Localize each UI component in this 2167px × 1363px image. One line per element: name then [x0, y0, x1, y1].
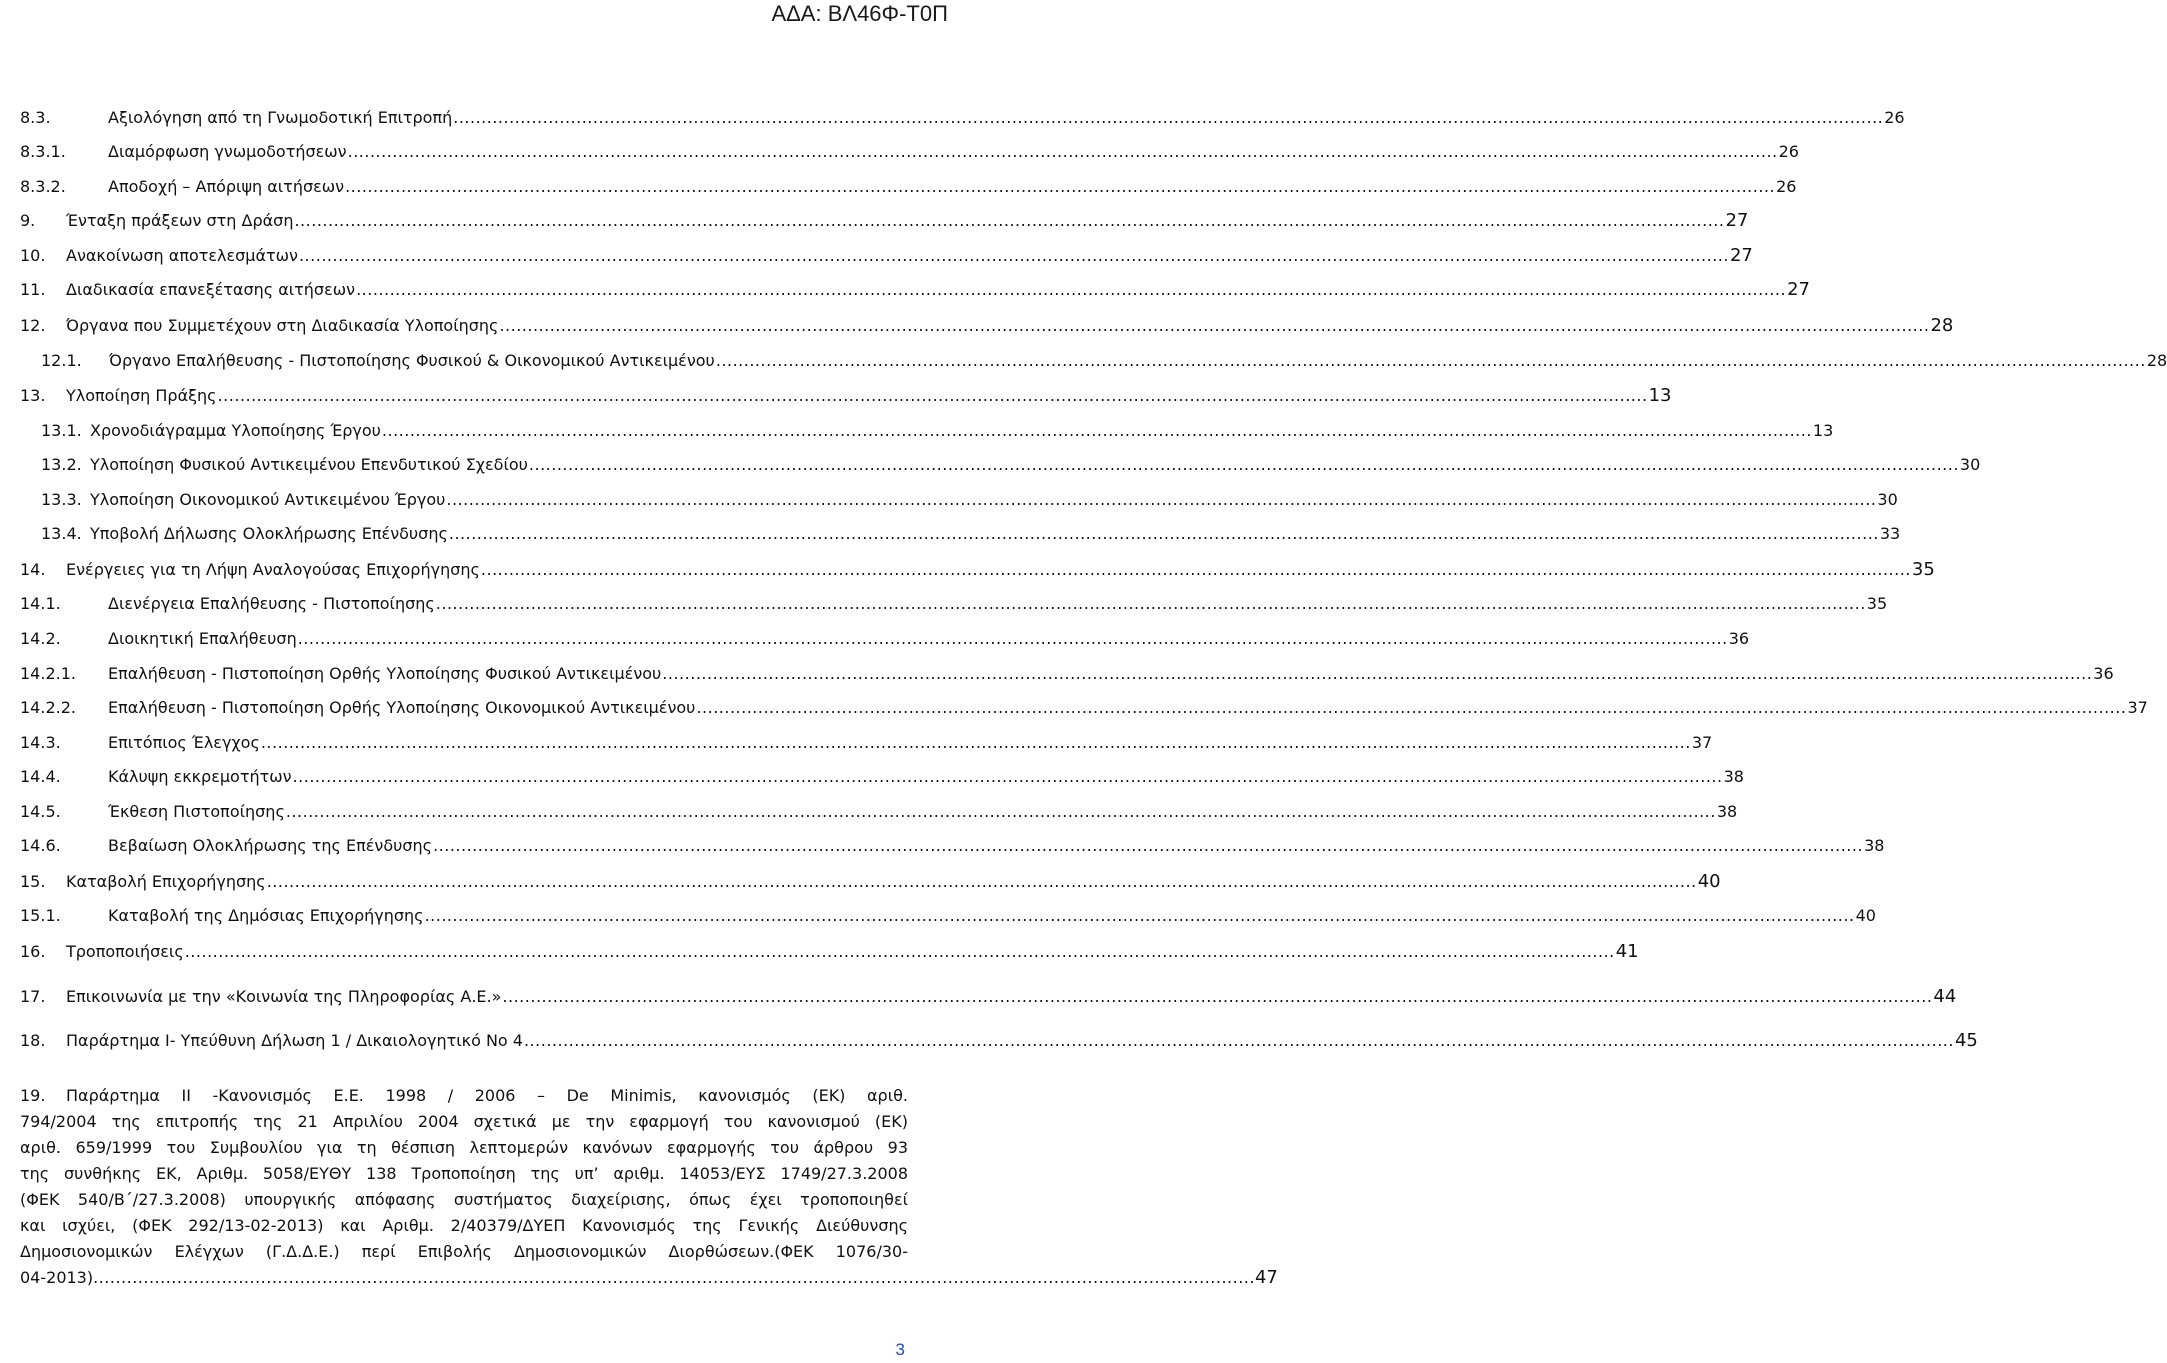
toc-entry-number: 14.2.1. [20, 664, 76, 683]
toc-entry-body [108, 660, 2114, 688]
toc-entry-number: 9. [20, 211, 36, 230]
toc-entry-page: 44 [1933, 986, 1957, 1007]
toc-entry-number: 16. [20, 942, 46, 961]
toc-leader-dots [286, 798, 1716, 826]
toc-entry-body [66, 382, 1672, 410]
toc-entry[interactable] [0, 694, 2148, 722]
toc-entry-title: Υλοποίηση Οικονομικού Αντικειμένου Έργου [90, 490, 446, 509]
toc-entry[interactable] [0, 347, 2167, 375]
toc-leader-dots [499, 312, 1929, 340]
toc-entry-19-line-5: (ΦΕΚ 540/Β΄/27.3.2008) υπουργικής απόφασης συστήματος διαχείρισης, όπως έχει τροποποιηθεί [20, 1190, 908, 1209]
toc-entry-title: Ανακοίνωση αποτελεσμάτων [66, 246, 298, 265]
toc-entry-body [66, 868, 1721, 896]
toc-leader-dots [218, 382, 1648, 410]
toc-entry-body [108, 798, 1738, 826]
toc-entry-page: 30 [1959, 455, 1981, 474]
toc-entry-19-line-4: της συνθήκης ΕΚ, Αριθμ. 5058/ΕΥΘΥ 138 Τροποποίηση της υπ’ αριθμ. 14053/ΕΥΣ 1749/27.3.2008 [20, 1164, 908, 1183]
toc-leader-dots [446, 486, 1876, 514]
toc-entry[interactable] [0, 763, 1744, 791]
toc-entry-19-line-1: 19. Παράρτημα ΙΙ -Κανονισμός Ε.Ε. 1998 / 2006 – De Minimis, κανονισμός (ΕΚ) αριθ. [20, 1083, 908, 1109]
toc-entry-title: Επαλήθευση - Πιστοποίηση Ορθής Υλοποίησης Φυσικού Αντικειμένου [108, 664, 662, 683]
toc-leader-dots [696, 694, 2126, 722]
page-number: 3 [895, 1340, 905, 1359]
toc-entry-number: 15.1. [20, 906, 61, 925]
toc-leader-dots [348, 138, 1778, 166]
toc-entry-page: 37 [2127, 698, 2148, 717]
toc-entry-body [90, 451, 1981, 479]
toc-entry-title: Παράρτημα Ι- Υπεύθυνη Δήλωση 1 / Δικαιολογητικό Νο 4 [66, 1031, 523, 1050]
toc-entry-body [109, 347, 2167, 375]
toc-entry-page: 28 [1930, 315, 1954, 336]
toc-leader-dots [481, 556, 1911, 584]
toc-entry-19-line-6: και ισχύει, (ΦΕΚ 292/13-02-2013) και Αριθμ. 2/40379/ΔΥΕΠ Κανονισμός της Γενικής Διεύθυνσης [20, 1216, 908, 1235]
toc-entry-page: 37 [1691, 733, 1713, 752]
toc-leader-dots [502, 983, 1932, 1011]
toc-entry[interactable] [0, 138, 1799, 166]
toc-entry-title: Αξιολόγηση από τη Γνωμοδοτική Επιτροπή [108, 108, 453, 127]
toc-entry-title: Χρονοδιάγραμμα Υλοποίησης Έργου [90, 421, 381, 440]
toc-leader-dots [345, 173, 1775, 201]
toc-leader-dots [294, 207, 1724, 235]
toc-entry-number: 13.3. [41, 490, 82, 509]
toc-entry-title: Επαλήθευση - Πιστοποίηση Ορθής Υλοποίησης Οικονομικού Αντικειμένου [108, 698, 696, 717]
toc-entry-body [108, 625, 1750, 653]
toc-entry-page: 38 [1723, 767, 1744, 786]
toc-entry-body [66, 312, 1954, 340]
toc-leader-dots [436, 590, 1866, 618]
toc-entry-page: 30 [1877, 490, 1898, 509]
toc-entry-body [90, 486, 1898, 514]
toc-entry-page: 45 [1954, 1030, 1978, 1051]
toc-entry[interactable] [0, 729, 1713, 757]
toc-entry-number: 14.2.2. [20, 698, 76, 717]
toc-entry-page: 38 [1716, 802, 1738, 821]
toc-entry-title: Υποβολή Δήλωσης Ολοκλήρωσης Επένδυσης [90, 524, 448, 543]
toc-entry-page: 41 [1615, 941, 1639, 962]
toc-entry-number: 8.3. [20, 108, 51, 127]
toc-leader-dots [716, 347, 2146, 375]
toc-entry-body [90, 417, 1834, 445]
toc-entry-number: 14.1. [20, 594, 61, 613]
toc-entry[interactable] [0, 938, 1639, 966]
toc-entry-body [66, 556, 1935, 584]
toc-entry-title-end: 04-2013) [20, 1268, 94, 1287]
toc-entry-title: Επικοινωνία με την «Κοινωνία της Πληροφορίας Α.Ε.» [66, 987, 502, 1006]
toc-entry-number: 15. [20, 872, 46, 891]
toc-entry-number: 13.4. [41, 524, 82, 543]
toc-entry[interactable] [0, 173, 1797, 201]
toc-entry-number: 11. [20, 280, 46, 299]
toc-entry-page: 38 [1864, 836, 1885, 855]
toc-entry-page: 26 [1778, 142, 1799, 161]
toc-entry-page: 40 [1855, 906, 1876, 925]
toc-entry[interactable] [0, 902, 1876, 930]
toc-entry[interactable] [0, 660, 2114, 688]
toc-leader-dots [662, 660, 2092, 688]
toc-entry-title: Αποδοχή – Απόριψη αιτήσεων [108, 177, 345, 196]
toc-leader-dots [425, 902, 1855, 930]
toc-entry-number: 14.3. [20, 733, 61, 752]
toc-entry-number: 12.1. [41, 351, 82, 370]
toc-entry-page: 35 [1911, 559, 1935, 580]
toc-entry-body [108, 694, 2148, 722]
toc-entry-number: 18. [20, 1031, 46, 1050]
toc-entry-number: 14.6. [20, 836, 61, 855]
toc-entry-body [108, 832, 1885, 860]
toc-entry-body [66, 276, 1810, 304]
toc-entry-number: 14. [20, 560, 46, 579]
toc-entry-title: Έκθεση Πιστοποίησης [108, 802, 285, 821]
toc-entry-body [66, 242, 1753, 270]
toc-entry-title: Υλοποίηση Φυσικού Αντικειμένου Επενδυτικού Σχεδίου [90, 455, 528, 474]
toc-entry-title: Καταβολή της Δημόσιας Επιχορήγησης [108, 906, 424, 925]
toc-entry-title: Ένταξη πράξεων στη Δράση [66, 211, 294, 230]
toc-entry-page: 40 [1697, 871, 1721, 892]
toc-entry-body [108, 902, 1876, 930]
toc-entry-body [108, 104, 1905, 132]
toc-entry-19-line-2: 794/2004 της επιτροπής της 21 Απριλίου 2004 σχετικά με την εφαρμογή του κανονισμού (ΕΚ) [20, 1112, 908, 1131]
toc-entry-body [66, 207, 1749, 235]
toc-entry[interactable] [0, 556, 1935, 584]
toc-entry-page: 35 [1866, 594, 1888, 613]
toc-entry-body [108, 138, 1799, 166]
toc-leader-dots [185, 938, 1615, 966]
toc-entry-page: 28 [2146, 351, 2167, 370]
toc-leader-dots [293, 763, 1723, 791]
toc-entry-number: 8.3.1. [20, 142, 66, 161]
toc-entry[interactable] [0, 625, 1750, 653]
toc-entry[interactable] [0, 520, 1901, 548]
toc-leader-dots [261, 729, 1691, 757]
toc-entry-title: Ενέργειες για τη Λήψη Αναλογούσας Επιχορήγησης [66, 560, 480, 579]
toc-entry-title: Διοικητική Επαλήθευση [108, 629, 297, 648]
toc-entry-number: 12. [20, 316, 46, 335]
toc-entry-body [66, 938, 1639, 966]
toc-entry[interactable] [0, 276, 1810, 304]
toc-leader-dots [267, 868, 1697, 896]
toc-leader-dots [298, 625, 1728, 653]
toc-entry[interactable] [0, 104, 1905, 132]
toc-entry-title: Επιτόπιος Έλεγχος [108, 733, 260, 752]
toc-entry-title: Τροποποιήσεις [66, 942, 184, 961]
toc-entry-19-line-7: Δημοσιονομικών Ελέγχων (Γ.Δ.Δ.Ε.) περί Επιβολής Δημοσιονομικών Διορθώσεων.(ΦΕΚ 1076/30- [20, 1242, 908, 1261]
toc-entry-title: Όργανο Επαλήθευσης - Πιστοποίησης Φυσικού & Οικονομικού Αντικειμένου [109, 351, 715, 370]
toc-entry-page: 13 [1648, 385, 1672, 406]
toc-entry-19-line-8 [20, 1265, 1278, 1291]
toc-entry-page: 27 [1729, 245, 1753, 266]
toc-entry-number: 19. [20, 1086, 46, 1105]
toc-entry-19[interactable] [20, 1083, 1278, 1291]
toc-entry[interactable] [0, 242, 1753, 270]
toc-entry-body [108, 590, 1888, 618]
toc-entry-page: 33 [1879, 524, 1901, 543]
toc-entry[interactable] [0, 798, 1738, 826]
toc-entry-body [108, 173, 1797, 201]
toc-leader-dots [433, 832, 1863, 860]
toc-entry[interactable] [0, 868, 1721, 896]
toc-entry-number: 17. [20, 987, 46, 1006]
toc-entry[interactable] [0, 832, 1885, 860]
toc-entry-page: 27 [1787, 279, 1810, 300]
toc-entry[interactable] [0, 486, 1898, 514]
toc-entry-number: 13.2. [41, 455, 82, 474]
toc-entry[interactable] [0, 1027, 1978, 1055]
toc-leader-dots [529, 451, 1959, 479]
toc-entry-title: Κάλυψη εκκρεμοτήτων [108, 767, 292, 786]
toc-leader-dots [93, 1265, 1255, 1291]
toc-entry-title: Διαδικασία επανεξέτασης αιτήσεων [66, 280, 356, 299]
toc-leader-dots [524, 1027, 1954, 1055]
toc-entry-title: Διαμόρφωση γνωμοδοτήσεων [108, 142, 347, 161]
toc-entry-page: 13 [1812, 421, 1834, 440]
toc-leader-dots [449, 520, 1879, 548]
toc-entry-number: 14.2. [20, 629, 61, 648]
toc-entry[interactable] [0, 983, 1957, 1011]
toc-entry-number: 14.4. [20, 767, 61, 786]
toc-entry-page: 36 [2093, 664, 2114, 683]
toc-entry[interactable] [0, 417, 1834, 445]
toc-leader-dots [356, 276, 1786, 304]
toc-entry-title: Διενέργεια Επαλήθευσης - Πιστοποίησης [108, 594, 435, 613]
toc-leader-dots [453, 104, 1883, 132]
toc-entry-number: 13. [20, 386, 46, 405]
toc-entry-body [90, 520, 1901, 548]
toc-entry[interactable] [0, 451, 1981, 479]
toc-entry-title: Βεβαίωση Ολοκλήρωσης της Επένδυσης [108, 836, 433, 855]
toc-entry-body [66, 983, 1957, 1011]
toc-entry-body [108, 729, 1713, 757]
toc-entry[interactable] [0, 590, 1888, 618]
toc-entry[interactable] [0, 382, 1672, 410]
document-code: ΑΔΑ: ΒΛ46Φ-Τ0Π [771, 1, 948, 26]
toc-leader-dots [299, 242, 1729, 270]
toc-entry-title: Καταβολή Επιχορήγησης [66, 872, 266, 891]
toc-entry-page: 47 [1254, 1267, 1278, 1288]
toc-entry-number: 14.5. [20, 802, 61, 821]
toc-entry-body [108, 763, 1744, 791]
toc-entry-page: 36 [1728, 629, 1750, 648]
toc-entry[interactable] [0, 207, 1749, 235]
toc-entry-title: Όργανα που Συμμετέχουν στη Διαδικασία Υλοποίησης [66, 316, 499, 335]
toc-entry-body [66, 1027, 1978, 1055]
toc-entry-number: 8.3.2. [20, 177, 66, 196]
toc-leader-dots [382, 417, 1812, 445]
toc-entry-title: Υλοποίηση Πράξης [66, 386, 217, 405]
toc-entry-number: 13.1. [41, 421, 82, 440]
toc-entry-page: 26 [1776, 177, 1797, 196]
toc-entry-19-line-3: αριθ. 659/1999 του Συμβουλίου για τη θέσπιση λεπτομερών κανόνων εφαρμογής του άρθρου 93 [20, 1138, 908, 1157]
toc-entry-page: 27 [1725, 210, 1749, 231]
toc-entry[interactable] [0, 312, 1954, 340]
toc-entry-number: 10. [20, 246, 46, 265]
toc-entry-page: 26 [1884, 108, 1905, 127]
